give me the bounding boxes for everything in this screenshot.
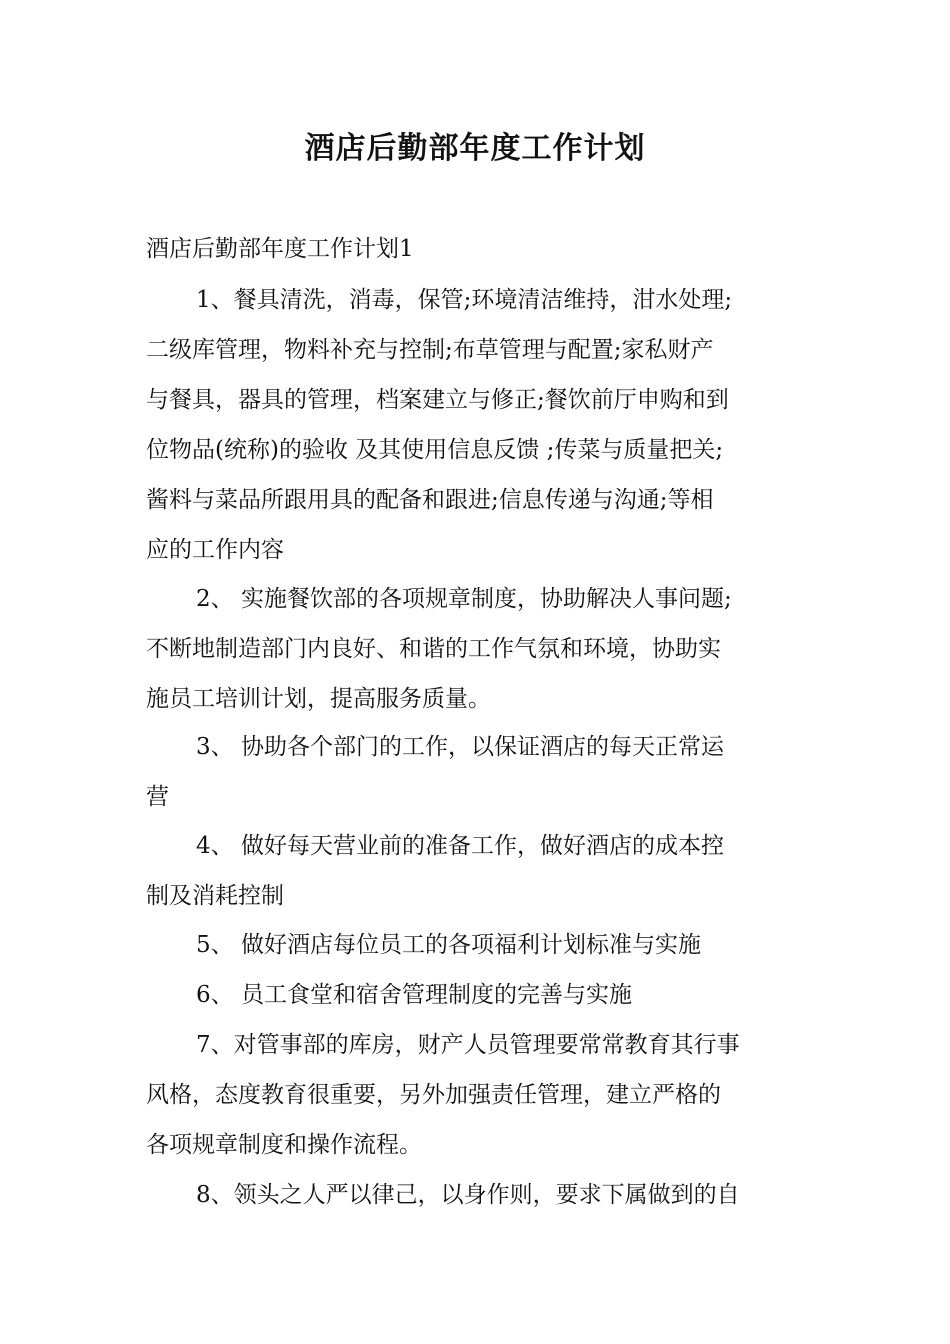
- paragraph-line: 1、餐具清洗，消毒，保管;环境清洁维持，泔水处理;: [196, 287, 733, 313]
- paragraph-item-6: [146, 970, 836, 1020]
- paragraph-line: 位物品(统称)的验收 及其使用信息反馈 ;传菜与质量把关;: [146, 437, 724, 463]
- paragraph-line: 施员工培训计划，提高服务质量。: [146, 686, 491, 712]
- paragraph-item-5: [146, 920, 836, 970]
- paragraph-line: 制及消耗控制: [146, 883, 284, 909]
- paragraph-item-1: [146, 275, 836, 575]
- paragraph-line: 与餐具，器具的管理，档案建立与修正;餐饮前厅申购和到: [146, 387, 729, 413]
- paragraph-line: 营: [146, 784, 169, 810]
- paragraph-line: 7、对管事部的库房，财产人员管理要常常教育其行事: [196, 1032, 740, 1058]
- paragraph-line: 6、 员工食堂和宿舍管理制度的完善与实施: [196, 982, 632, 1008]
- paragraph-item-8: [146, 1170, 836, 1220]
- paragraph-line: 4、 做好每天营业前的准备工作，做好酒店的成本控: [196, 833, 724, 859]
- paragraph-item-2: [146, 574, 836, 724]
- paragraph-line: 不断地制造部门内良好、和谐的工作气氛和环境，协助实: [146, 636, 721, 662]
- document-title: 酒店后勤部年度工作计划: [304, 131, 646, 166]
- section-heading: 酒店后勤部年度工作计划1: [146, 236, 414, 262]
- paragraph-line: 8、领头之人严以律己，以身作则，要求下属做到的自: [196, 1182, 740, 1208]
- paragraph-line: 酱料与菜品所跟用具的配备和跟进;信息传递与沟通;等相: [146, 487, 714, 513]
- paragraph-line: 应的工作内容: [146, 537, 284, 563]
- paragraph-line: 3、 协助各个部门的工作，以保证酒店的每天正常运: [196, 734, 724, 760]
- paragraph-line: 风格，态度教育很重要，另外加强责任管理，建立严格的: [146, 1082, 721, 1108]
- paragraph-line: 各项规章制度和操作流程。: [146, 1132, 422, 1158]
- paragraph-line: 2、 实施餐饮部的各项规章制度，协助解决人事问题;: [196, 586, 732, 612]
- paragraph-item-7: [146, 1020, 836, 1170]
- paragraph-line: 二级库管理，物料补充与控制;布草管理与配置;家私财产: [146, 337, 714, 363]
- paragraph-item-4: [146, 821, 836, 921]
- paragraph-line: 5、 做好酒店每位员工的各项福利计划标准与实施: [196, 932, 701, 958]
- paragraph-item-3: [146, 722, 836, 822]
